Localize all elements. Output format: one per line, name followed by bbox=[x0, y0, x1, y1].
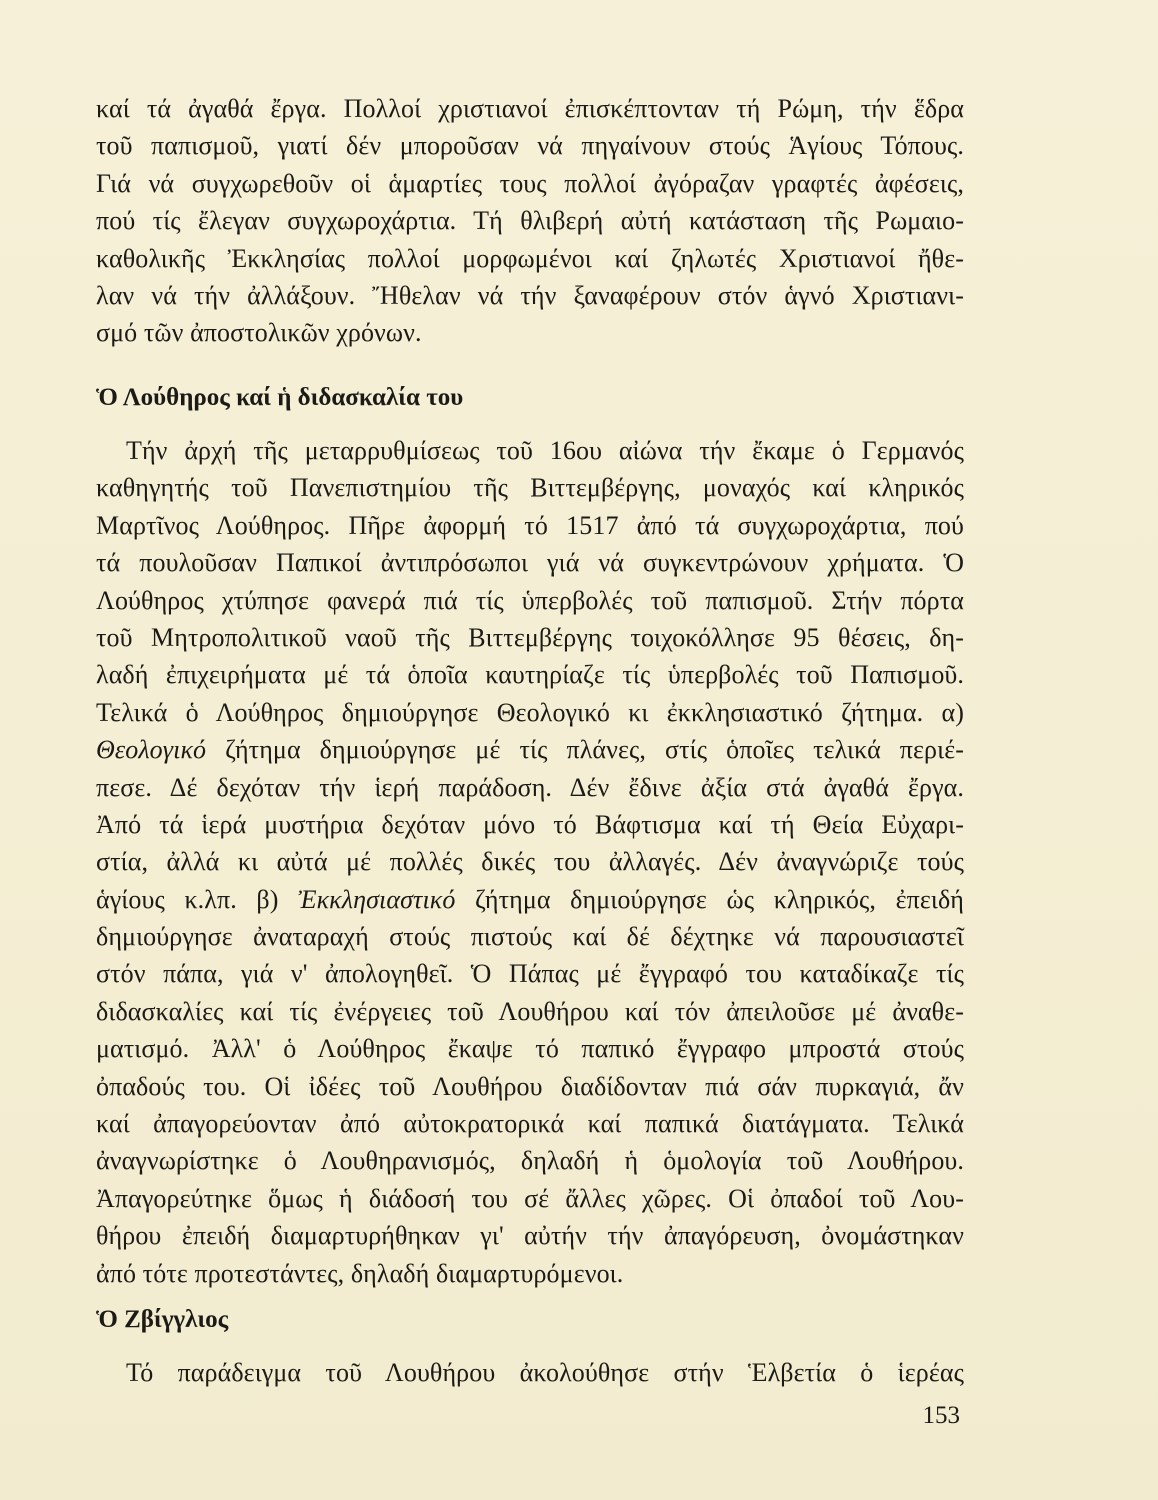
text-line: Μαρτῖνος Λούθηρος. Πῆρε ἀφορμή τό 1517 ἀπό τά συγχωροχάρτια, πού bbox=[96, 510, 964, 540]
text-line: τοῦ Μητροπολιτικοῦ ναοῦ τῆς Βιττεμβέργης τοιχοκόλλησε 95 θέσεις, δη- bbox=[96, 622, 964, 652]
paragraph-top bbox=[96, 90, 964, 352]
paragraph-zwingli bbox=[96, 1354, 964, 1391]
text-line bbox=[96, 731, 964, 768]
text-line: Λούθηρος χτύπησε φανερά πιά τίς ὑπερβολές τοῦ παπισμοῦ. Στήν πόρτα bbox=[96, 585, 964, 615]
text-line: τοῦ παπισμοῦ, γιατί δέν μποροῦσαν νά πηγαίνουν στούς Ἁγίους Τόπους. bbox=[96, 131, 964, 161]
page-number: 153 bbox=[922, 1402, 960, 1429]
text-line: καί ἀπαγορεύονταν ἀπό αὐτοκρατορικά καί παπικά διατάγματα. Τελικά bbox=[96, 1109, 964, 1139]
text-line: στία, ἀλλά κι αὐτά μέ πολλές δικές του ἀλλαγές. Δέν ἀναγνώριζε τούς bbox=[96, 847, 964, 877]
text-line: πού τίς ἔλεγαν συγχωροχάρτια. Τή θλιβερή αὐτή κατάσταση τῆς Ρωμαιο- bbox=[96, 206, 964, 236]
text-line bbox=[96, 881, 964, 918]
text-line: καθηγητής τοῦ Πανεπιστημίου τῆς Βιττεμβέργης, μοναχός καί κληρικός bbox=[96, 473, 964, 503]
text-line: Ἀπαγορεύτηκε ὅμως ἡ διάδοσή του σέ ἄλλες χῶρες. Οἱ ὀπαδοί τοῦ Λου- bbox=[96, 1183, 964, 1213]
section-heading-luther: Ὁ Λούθηρος καί ἡ διδασκαλία του bbox=[96, 384, 464, 411]
text-line: πεσε. Δέ δεχόταν τήν ἱερή παράδοση. Δέν ἔδινε ἀξία στά ἀγαθά ἔργα. bbox=[96, 772, 964, 802]
italic-term: Θεολογικό bbox=[96, 735, 207, 765]
text-fragment: ζήτημα δημιούργησε ὡς κληρικός, ἐπειδή bbox=[455, 884, 964, 914]
text-line: λαδή ἐπιχειρήματα μέ τά ὁποῖα καυτηρίαζε τίς ὑπερβολές τοῦ Παπισμοῦ. bbox=[96, 660, 964, 690]
text-line: δημιούργησε ἀναταραχή στούς πιστούς καί δέ δέχτηκε νά παρουσιαστεῖ bbox=[96, 922, 964, 952]
text-line: Τήν ἀρχή τῆς μεταρρυθμίσεως τοῦ 16ου αἰώνα τήν ἔκαμε ὁ Γερμανός bbox=[126, 436, 964, 465]
text-line: καί τά ἀγαθά ἔργα. Πολλοί χριστιανοί ἐπισκέπτονταν τή Ρώμη, τήν ἕδρα bbox=[96, 94, 964, 123]
text-line: Τό παράδειγμα τοῦ Λουθήρου ἀκολούθησε στήν Ἑλβετία ὁ ἱερέας bbox=[126, 1358, 964, 1387]
text-line: ματισμό. Ἀλλ' ὁ Λούθηρος ἔκαψε τό παπικό ἔγγραφο μπροστά στούς bbox=[96, 1034, 964, 1064]
text-line: λαν νά τήν ἀλλάξουν. Ἤθελαν νά τήν ξαναφέρουν στόν ἁγνό Χριστιανι- bbox=[96, 280, 964, 310]
text-line: τά πουλοῦσαν Παπικοί ἀντιπρόσωποι γιά νά συγκεντρώνουν χρήματα. Ὁ bbox=[96, 548, 964, 578]
section-heading-zwingli: Ὁ Ζβίγγλιος bbox=[96, 1306, 229, 1333]
text-line: Τελικά ὁ Λούθηρος δημιούργησε Θεολογικό κι ἐκκλησιαστικό ζήτημα. α) bbox=[96, 697, 964, 727]
text-line: Ἀπό τά ἱερά μυστήρια δεχόταν μόνο τό Βάφτισμα καί τή Θεία Εὐχαρι- bbox=[96, 809, 964, 839]
paragraph-luther bbox=[96, 432, 964, 1292]
text-line: ἀναγνωρίστηκε ὁ Λουθηρανισμός, δηλαδή ἡ ὁμολογία τοῦ Λουθήρου. bbox=[96, 1146, 964, 1176]
text-line: στόν πάπα, γιά ν' ἀπολογηθεῖ. Ὁ Πάπας μέ ἔγγραφό του καταδίκαζε τίς bbox=[96, 959, 964, 989]
text-line: Γιά νά συγχωρεθοῦν οἱ ἁμαρτίες τους πολλοί ἀγόραζαν γραφτές ἀφέσεις, bbox=[96, 168, 964, 198]
italic-term: Ἐκκλησιαστικό bbox=[298, 884, 456, 914]
text-line: θήρου ἐπειδή διαμαρτυρήθηκαν γι' αὐτήν τήν ἀπαγόρευση, ὀνομάστηκαν bbox=[96, 1221, 964, 1251]
text-line: σμό τῶν ἀποστολικῶν χρόνων. bbox=[96, 318, 422, 348]
text-line: ὀπαδούς του. Οἱ ἰδέες τοῦ Λουθήρου διαδίδονταν πιά σάν πυρκαγιά, ἄν bbox=[96, 1071, 964, 1101]
text-fragment: ἁγίους κ.λπ. β) bbox=[96, 884, 299, 914]
text-line: διδασκαλίες καί τίς ἐνέργειες τοῦ Λουθήρου καί τόν ἀπειλοῦσε μέ ἀναθε- bbox=[96, 996, 964, 1026]
text-line: καθολικῆς Ἐκκλησίας πολλοί μορφωμένοι καί ζηλωτές Χριστιανοί ἤθε- bbox=[96, 243, 964, 273]
text-line: ἀπό τότε προτεστάντες, δηλαδή διαμαρτυρόμενοι. bbox=[96, 1258, 624, 1288]
text-fragment: ζήτημα δημιούργησε μέ τίς πλάνες, στίς ὁποῖες τελικά περιέ- bbox=[206, 735, 964, 765]
